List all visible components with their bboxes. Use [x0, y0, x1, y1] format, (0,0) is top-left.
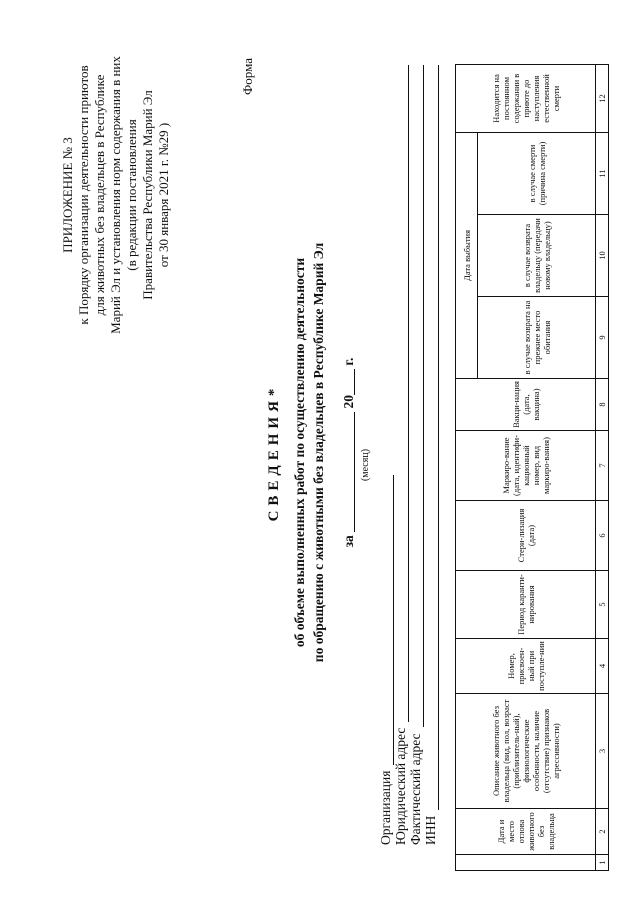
period-suffix: г. [341, 357, 356, 366]
period-year: 20 [341, 394, 356, 409]
column-number-cell: 6 [596, 501, 609, 571]
column-number-cell: 3 [596, 694, 609, 809]
column-number-cell: 12 [596, 64, 609, 132]
legal-address-field [393, 65, 409, 845]
header-cell-marking: Маркиро-вание (дата, идентифи-кационный номер, вид маркиро-вания) [456, 431, 596, 501]
header-cell-capture-date: Дата и место отлова животного без владельца [456, 809, 596, 855]
column-number-cell: 9 [596, 297, 609, 379]
subheader-cell-return-habitat: в случае возврата на прежнее место обитания [478, 297, 596, 379]
subheader-cell-return-owner: в случае возврата владельцу (передачи новому владельцу) [478, 215, 596, 297]
column-number-cell: 10 [596, 215, 609, 297]
month-blank [340, 412, 355, 532]
subtitle-line-2: по обращению с животными без владельцев в Республике Марий Эл [311, 242, 326, 663]
actual-address-field [408, 65, 424, 845]
header-line-3: для животных без владельцев в Республике [92, 74, 107, 316]
header-line-2: к Порядку организации деятельности приютов [76, 65, 91, 325]
header-line-6: Правительства Республики Марий Эл [140, 90, 155, 300]
appendix-header [60, 45, 172, 345]
header-cell-quarantine: Период каранти-нирования [456, 571, 596, 639]
month-caption: (месяц) [360, 448, 371, 482]
reporting-period [340, 0, 357, 905]
column-number-cell: 8 [596, 379, 609, 431]
form-label: Форма [240, 58, 255, 95]
header-line-1: ПРИЛОЖЕНИЕ № 3 [60, 137, 75, 253]
header-line-4: Марий Эл и установления норм содержания в них [108, 56, 123, 334]
header-cell-number [456, 855, 596, 871]
header-line-5: (в редакции постановления [124, 119, 139, 271]
inn-line [426, 65, 439, 810]
organization-label: Организация [378, 770, 393, 845]
header-cell-description: Описание животного без владельца (вид, пол, возраст (приблизитель-ный), физиологические особенности, наличие (отсутствие) признаков агрессивности) [456, 694, 596, 809]
document-subtitle [290, 0, 328, 905]
animals-table [455, 64, 609, 871]
column-number-cell: 5 [596, 571, 609, 639]
column-number-cell: 2 [596, 809, 609, 855]
header-cell-intake-number: Номер, присвоен-ный при поступле-нии [456, 639, 596, 694]
organization-field [378, 475, 394, 845]
document-title: СВЕДЕНИЯ* [266, 383, 282, 522]
column-number-cell: 1 [596, 855, 609, 871]
column-number-cell: 11 [596, 132, 609, 214]
header-line-7: от 30 января 2021 г. №29 ) [156, 122, 171, 268]
period-prefix: за [341, 535, 356, 548]
inn-label: ИНН [423, 815, 438, 845]
header-cell-permanent-stay: Находится на постоянном содержании в приюте до наступления естественной смерти [456, 64, 596, 132]
header-cell-sterilization: Стери-лизация (дата) [456, 501, 596, 571]
column-number-cell: 7 [596, 431, 609, 501]
legal-address-label: Юридический адрес [393, 727, 408, 845]
actual-address-label: Фактический адрес [408, 733, 423, 845]
subtitle-line-1: об объеме выполненных работ по осуществлению деятельности [292, 257, 307, 648]
inn-field [423, 65, 439, 845]
header-cell-vaccination: Вакци-нация (дата, вакцина) [456, 379, 596, 431]
column-number-cell: 4 [596, 639, 609, 694]
subheader-cell-death: в случае смерти (причина смерти) [478, 132, 596, 214]
header-cell-disposal-date: Дата выбытия [456, 132, 478, 378]
year-blank [340, 369, 355, 395]
